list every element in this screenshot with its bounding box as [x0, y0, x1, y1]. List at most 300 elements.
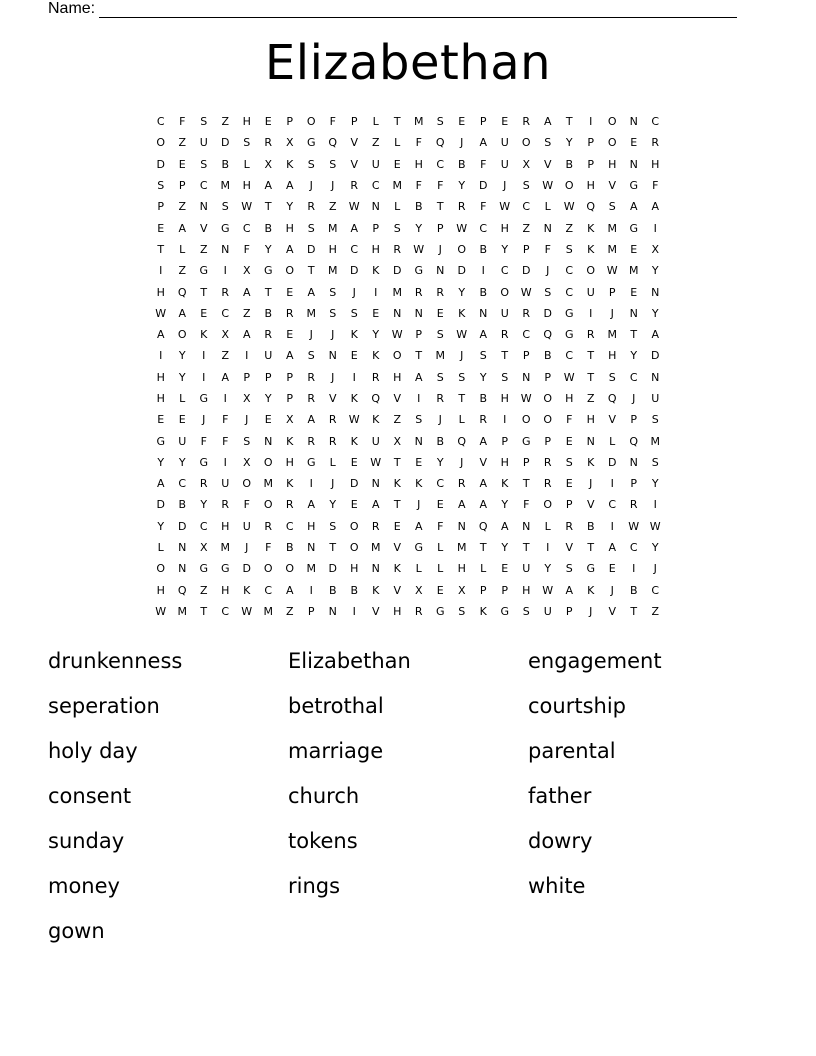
grid-letter[interactable]: O: [392, 349, 402, 363]
grid-letter[interactable]: N: [178, 562, 187, 576]
grid-letter[interactable]: J: [331, 477, 335, 491]
grid-letter[interactable]: N: [522, 519, 531, 533]
grid-letter[interactable]: E: [436, 583, 444, 597]
grid-letter[interactable]: W: [241, 604, 253, 618]
grid-letter[interactable]: Z: [328, 200, 337, 214]
grid-letter[interactable]: N: [371, 562, 380, 576]
grid-letter[interactable]: L: [544, 519, 551, 533]
grid-letter[interactable]: H: [522, 583, 531, 597]
grid-letter[interactable]: P: [587, 136, 595, 150]
grid-letter[interactable]: H: [500, 392, 509, 405]
grid-letter[interactable]: O: [263, 562, 273, 576]
grid-letter[interactable]: S: [544, 285, 552, 299]
grid-letter[interactable]: Z: [522, 221, 531, 235]
grid-letter[interactable]: I: [653, 221, 657, 235]
grid-letter[interactable]: G: [199, 264, 209, 278]
grid-letter[interactable]: P: [286, 370, 294, 384]
grid-letter[interactable]: E: [565, 477, 573, 491]
grid-letter[interactable]: K: [286, 434, 294, 448]
grid-letter[interactable]: K: [372, 264, 380, 278]
grid-letter[interactable]: Q: [457, 434, 467, 448]
grid-letter[interactable]: S: [307, 349, 315, 363]
grid-letter[interactable]: N: [307, 541, 316, 555]
grid-letter[interactable]: E: [264, 115, 272, 129]
grid-letter[interactable]: O: [521, 136, 531, 150]
grid-letter[interactable]: C: [629, 541, 638, 555]
grid-letter[interactable]: E: [630, 136, 638, 150]
grid-letter[interactable]: M: [392, 179, 402, 193]
grid-letter[interactable]: H: [393, 604, 402, 618]
grid-letter[interactable]: E: [393, 157, 401, 171]
grid-letter[interactable]: T: [393, 498, 401, 512]
grid-letter[interactable]: E: [415, 455, 423, 469]
grid-letter[interactable]: A: [414, 519, 423, 533]
grid-letter[interactable]: R: [264, 136, 273, 150]
grid-letter[interactable]: Y: [436, 455, 444, 469]
grid-letter[interactable]: B: [629, 583, 638, 597]
grid-letter[interactable]: P: [522, 349, 530, 363]
grid-letter[interactable]: L: [458, 413, 465, 427]
grid-letter[interactable]: F: [265, 541, 272, 555]
grid-letter[interactable]: N: [543, 221, 552, 235]
grid-letter[interactable]: S: [436, 328, 444, 342]
grid-letter[interactable]: G: [414, 264, 424, 278]
grid-letter[interactable]: F: [652, 179, 659, 193]
grid-letter[interactable]: Z: [393, 413, 402, 427]
grid-letter[interactable]: G: [586, 562, 596, 576]
grid-letter[interactable]: G: [263, 264, 273, 278]
grid-letter[interactable]: W: [520, 392, 532, 405]
grid-letter[interactable]: V: [479, 455, 488, 469]
grid-letter[interactable]: Q: [607, 392, 617, 405]
grid-letter[interactable]: W: [499, 200, 511, 214]
grid-letter[interactable]: R: [479, 413, 488, 427]
grid-letter[interactable]: H: [393, 370, 402, 384]
grid-letter[interactable]: C: [651, 583, 660, 597]
grid-letter[interactable]: O: [349, 519, 359, 533]
grid-letter[interactable]: K: [501, 477, 509, 491]
grid-letter[interactable]: N: [414, 434, 423, 448]
grid-letter[interactable]: L: [394, 136, 401, 150]
grid-letter[interactable]: Y: [264, 242, 272, 256]
grid-letter[interactable]: M: [306, 562, 316, 576]
grid-letter[interactable]: S: [651, 455, 659, 469]
grid-letter[interactable]: P: [565, 498, 573, 512]
grid-letter[interactable]: P: [630, 413, 638, 427]
grid-letter[interactable]: J: [460, 349, 464, 363]
grid-letter[interactable]: Y: [264, 392, 272, 405]
name-field[interactable]: [48, 0, 737, 18]
grid-letter[interactable]: R: [221, 498, 230, 512]
grid-letter[interactable]: H: [221, 519, 230, 533]
grid-letter[interactable]: D: [393, 264, 402, 278]
grid-letter[interactable]: A: [242, 285, 251, 299]
grid-letter[interactable]: S: [307, 157, 315, 171]
grid-letter[interactable]: A: [285, 242, 294, 256]
grid-letter[interactable]: R: [371, 370, 380, 384]
grid-letter[interactable]: R: [264, 328, 273, 342]
grid-letter[interactable]: V: [565, 541, 574, 555]
grid-letter[interactable]: I: [352, 604, 356, 618]
grid-letter[interactable]: B: [479, 285, 488, 299]
grid-letter[interactable]: W: [241, 200, 253, 214]
grid-letter[interactable]: K: [372, 349, 380, 363]
grid-letter[interactable]: P: [372, 221, 380, 235]
grid-letter[interactable]: J: [460, 455, 464, 469]
grid-letter[interactable]: G: [521, 434, 531, 448]
grid-letter[interactable]: A: [414, 370, 423, 384]
grid-letter[interactable]: Z: [565, 221, 574, 235]
grid-letter[interactable]: Y: [651, 541, 659, 555]
grid-letter[interactable]: J: [309, 328, 313, 342]
grid-letter[interactable]: Y: [565, 136, 573, 150]
grid-letter[interactable]: R: [350, 179, 359, 193]
grid-letter[interactable]: S: [329, 157, 337, 171]
grid-letter[interactable]: Y: [157, 519, 165, 533]
grid-letter[interactable]: T: [587, 541, 595, 555]
grid-letter[interactable]: S: [329, 306, 337, 320]
grid-letter[interactable]: T: [200, 604, 208, 618]
grid-letter[interactable]: R: [414, 285, 423, 299]
grid-letter[interactable]: N: [479, 306, 488, 320]
grid-letter[interactable]: R: [307, 434, 316, 448]
grid-letter[interactable]: T: [587, 349, 595, 363]
grid-letter[interactable]: A: [221, 370, 230, 384]
grid-letter[interactable]: H: [221, 583, 230, 597]
grid-letter[interactable]: O: [564, 179, 574, 193]
grid-letter[interactable]: S: [522, 179, 530, 193]
grid-letter[interactable]: Z: [178, 136, 187, 150]
grid-letter[interactable]: H: [350, 562, 359, 576]
grid-letter[interactable]: J: [331, 370, 335, 384]
grid-letter[interactable]: R: [414, 604, 423, 618]
grid-letter[interactable]: S: [329, 519, 337, 533]
grid-letter[interactable]: S: [157, 179, 165, 193]
grid-letter[interactable]: P: [436, 221, 444, 235]
grid-letter[interactable]: E: [264, 413, 272, 427]
grid-letter[interactable]: G: [306, 136, 316, 150]
grid-letter[interactable]: U: [500, 157, 509, 171]
grid-letter[interactable]: Z: [651, 604, 660, 618]
grid-letter[interactable]: H: [500, 455, 509, 469]
grid-letter[interactable]: K: [479, 604, 487, 618]
grid-letter[interactable]: X: [414, 583, 423, 597]
grid-letter[interactable]: P: [415, 328, 423, 342]
grid-letter[interactable]: G: [564, 306, 574, 320]
grid-letter[interactable]: P: [544, 434, 552, 448]
grid-letter[interactable]: C: [264, 583, 273, 597]
grid-letter[interactable]: Y: [178, 349, 186, 363]
grid-letter[interactable]: V: [393, 392, 402, 405]
grid-letter[interactable]: T: [522, 541, 530, 555]
grid-letter[interactable]: D: [156, 498, 165, 512]
grid-letter[interactable]: N: [457, 519, 466, 533]
grid-letter[interactable]: W: [520, 285, 532, 299]
grid-letter[interactable]: A: [479, 434, 488, 448]
grid-letter[interactable]: L: [372, 115, 379, 129]
grid-letter[interactable]: O: [285, 562, 295, 576]
grid-letter[interactable]: H: [586, 413, 595, 427]
grid-letter[interactable]: H: [156, 285, 165, 299]
grid-letter[interactable]: H: [651, 157, 660, 171]
grid-letter[interactable]: U: [543, 604, 552, 618]
grid-letter[interactable]: S: [200, 157, 208, 171]
grid-letter[interactable]: F: [222, 434, 229, 448]
grid-letter[interactable]: I: [309, 583, 313, 597]
grid-letter[interactable]: A: [651, 200, 660, 214]
grid-letter[interactable]: O: [306, 115, 316, 129]
grid-letter[interactable]: I: [653, 498, 657, 512]
grid-letter[interactable]: E: [565, 434, 573, 448]
grid-letter[interactable]: Y: [372, 328, 380, 342]
grid-letter[interactable]: X: [199, 541, 208, 555]
grid-letter[interactable]: A: [307, 285, 316, 299]
grid-letter[interactable]: R: [264, 519, 273, 533]
grid-letter[interactable]: Y: [651, 477, 659, 491]
grid-letter[interactable]: C: [199, 179, 208, 193]
grid-letter[interactable]: U: [221, 477, 230, 491]
grid-letter[interactable]: C: [221, 604, 230, 618]
grid-letter[interactable]: R: [436, 285, 445, 299]
grid-letter[interactable]: Q: [328, 136, 338, 150]
grid-letter[interactable]: E: [458, 115, 466, 129]
grid-letter[interactable]: J: [610, 583, 614, 597]
grid-letter[interactable]: T: [479, 541, 487, 555]
grid-letter[interactable]: Z: [199, 583, 208, 597]
grid-letter[interactable]: G: [500, 604, 510, 618]
grid-letter[interactable]: Q: [177, 583, 187, 597]
grid-letter[interactable]: N: [199, 200, 208, 214]
grid-letter[interactable]: I: [202, 349, 206, 363]
grid-letter[interactable]: R: [328, 413, 337, 427]
grid-letter[interactable]: R: [543, 477, 552, 491]
grid-letter[interactable]: K: [350, 328, 358, 342]
grid-letter[interactable]: I: [546, 541, 550, 555]
grid-letter[interactable]: Y: [286, 200, 294, 214]
grid-letter[interactable]: D: [307, 242, 316, 256]
grid-letter[interactable]: K: [587, 221, 595, 235]
grid-letter[interactable]: U: [264, 349, 273, 363]
grid-letter[interactable]: W: [348, 413, 360, 427]
grid-letter[interactable]: K: [587, 583, 595, 597]
grid-letter[interactable]: M: [607, 328, 617, 342]
grid-letter[interactable]: S: [243, 434, 251, 448]
grid-letter[interactable]: E: [436, 498, 444, 512]
grid-letter[interactable]: E: [630, 285, 638, 299]
grid-letter[interactable]: P: [522, 455, 530, 469]
grid-letter[interactable]: S: [608, 200, 616, 214]
grid-letter[interactable]: N: [371, 477, 380, 491]
grid-letter[interactable]: W: [628, 519, 640, 533]
grid-letter[interactable]: B: [565, 157, 574, 171]
grid-letter[interactable]: M: [392, 285, 402, 299]
grid-letter[interactable]: X: [264, 157, 273, 171]
grid-letter[interactable]: J: [460, 136, 464, 150]
grid-letter[interactable]: A: [479, 498, 488, 512]
grid-letter[interactable]: G: [564, 328, 574, 342]
grid-letter[interactable]: F: [544, 242, 551, 256]
grid-letter[interactable]: Q: [478, 519, 488, 533]
grid-letter[interactable]: T: [565, 115, 573, 129]
grid-letter[interactable]: B: [479, 392, 488, 405]
grid-letter[interactable]: I: [417, 392, 421, 405]
grid-letter[interactable]: J: [352, 285, 356, 299]
grid-letter[interactable]: E: [157, 413, 165, 427]
grid-letter[interactable]: V: [586, 498, 595, 512]
grid-letter[interactable]: N: [436, 264, 445, 278]
grid-letter[interactable]: U: [242, 519, 251, 533]
grid-letter[interactable]: P: [544, 370, 552, 384]
grid-letter[interactable]: G: [306, 455, 316, 469]
grid-letter[interactable]: H: [242, 115, 251, 129]
grid-letter[interactable]: R: [522, 306, 531, 320]
grid-letter[interactable]: Q: [586, 200, 596, 214]
grid-letter[interactable]: Y: [458, 179, 466, 193]
grid-letter[interactable]: S: [522, 604, 530, 618]
grid-letter[interactable]: B: [264, 306, 273, 320]
grid-letter[interactable]: G: [156, 434, 166, 448]
grid-letter[interactable]: A: [457, 498, 466, 512]
grid-letter[interactable]: A: [285, 349, 294, 363]
grid-letter[interactable]: A: [156, 328, 165, 342]
grid-letter[interactable]: J: [589, 604, 593, 618]
grid-letter[interactable]: B: [543, 349, 552, 363]
grid-letter[interactable]: P: [608, 285, 616, 299]
grid-letter[interactable]: C: [371, 179, 380, 193]
grid-letter[interactable]: A: [479, 136, 488, 150]
grid-letter[interactable]: O: [263, 455, 273, 469]
grid-letter[interactable]: W: [542, 583, 554, 597]
grid-letter[interactable]: A: [242, 328, 251, 342]
grid-letter[interactable]: X: [242, 392, 251, 405]
grid-letter[interactable]: T: [264, 285, 272, 299]
grid-letter[interactable]: N: [328, 604, 337, 618]
grid-letter[interactable]: I: [503, 413, 507, 427]
grid-letter[interactable]: J: [438, 242, 442, 256]
grid-letter[interactable]: A: [629, 200, 638, 214]
grid-letter[interactable]: U: [651, 392, 660, 405]
grid-letter[interactable]: X: [285, 413, 294, 427]
grid-letter[interactable]: B: [457, 157, 466, 171]
grid-letter[interactable]: C: [565, 264, 574, 278]
grid-letter[interactable]: P: [350, 115, 358, 129]
grid-letter[interactable]: E: [286, 285, 294, 299]
grid-letter[interactable]: V: [393, 541, 402, 555]
grid-letter[interactable]: K: [372, 413, 380, 427]
grid-letter[interactable]: B: [285, 541, 294, 555]
grid-letter[interactable]: H: [285, 221, 294, 235]
grid-letter[interactable]: J: [331, 179, 335, 193]
grid-letter[interactable]: H: [565, 392, 574, 405]
grid-letter[interactable]: A: [608, 541, 617, 555]
grid-letter[interactable]: R: [307, 200, 316, 214]
grid-letter[interactable]: W: [413, 242, 425, 256]
grid-letter[interactable]: Y: [501, 541, 509, 555]
grid-letter[interactable]: Y: [651, 264, 659, 278]
grid-letter[interactable]: A: [264, 179, 273, 193]
grid-letter[interactable]: A: [285, 583, 294, 597]
grid-letter[interactable]: R: [629, 498, 638, 512]
grid-letter[interactable]: I: [245, 349, 249, 363]
grid-letter[interactable]: U: [500, 306, 509, 320]
grid-letter[interactable]: Z: [371, 136, 380, 150]
grid-letter[interactable]: S: [436, 115, 444, 129]
grid-letter[interactable]: E: [350, 349, 358, 363]
grid-letter[interactable]: N: [651, 370, 660, 384]
grid-letter[interactable]: F: [415, 179, 422, 193]
grid-letter[interactable]: X: [393, 434, 402, 448]
grid-letter[interactable]: N: [522, 370, 531, 384]
grid-letter[interactable]: Q: [177, 285, 187, 299]
grid-letter[interactable]: F: [437, 519, 444, 533]
grid-letter[interactable]: C: [199, 519, 208, 533]
grid-letter[interactable]: W: [370, 455, 382, 469]
grid-letter[interactable]: M: [650, 434, 660, 448]
grid-letter[interactable]: N: [393, 306, 402, 320]
grid-letter[interactable]: B: [221, 157, 230, 171]
grid-letter[interactable]: B: [479, 242, 488, 256]
grid-letter[interactable]: M: [220, 541, 230, 555]
grid-letter[interactable]: C: [221, 306, 230, 320]
grid-letter[interactable]: A: [479, 477, 488, 491]
grid-letter[interactable]: U: [371, 434, 380, 448]
grid-letter[interactable]: Z: [242, 306, 251, 320]
grid-letter[interactable]: I: [481, 264, 485, 278]
grid-letter[interactable]: F: [243, 498, 250, 512]
grid-letter[interactable]: O: [543, 392, 553, 405]
grid-letter[interactable]: C: [242, 221, 251, 235]
grid-letter[interactable]: O: [521, 413, 531, 427]
grid-letter[interactable]: T: [307, 264, 315, 278]
grid-letter[interactable]: G: [629, 221, 639, 235]
grid-letter[interactable]: W: [456, 221, 468, 235]
grid-letter[interactable]: N: [221, 242, 230, 256]
grid-letter[interactable]: J: [653, 562, 657, 576]
grid-letter[interactable]: F: [222, 413, 229, 427]
grid-letter[interactable]: H: [414, 157, 423, 171]
grid-letter[interactable]: T: [264, 200, 272, 214]
grid-letter[interactable]: O: [349, 541, 359, 555]
grid-letter[interactable]: H: [608, 157, 617, 171]
grid-letter[interactable]: H: [500, 221, 509, 235]
grid-letter[interactable]: N: [264, 434, 273, 448]
grid-letter[interactable]: F: [480, 200, 487, 214]
grid-letter[interactable]: R: [651, 136, 660, 150]
grid-letter[interactable]: S: [329, 285, 337, 299]
grid-letter[interactable]: R: [371, 519, 380, 533]
grid-letter[interactable]: E: [608, 562, 616, 576]
grid-letter[interactable]: J: [245, 413, 249, 427]
grid-letter[interactable]: P: [243, 370, 251, 384]
grid-letter[interactable]: A: [651, 328, 660, 342]
grid-letter[interactable]: O: [500, 285, 510, 299]
grid-letter[interactable]: S: [221, 200, 229, 214]
grid-letter[interactable]: O: [285, 264, 295, 278]
grid-letter[interactable]: H: [586, 179, 595, 193]
grid-letter[interactable]: T: [415, 349, 423, 363]
grid-letter[interactable]: A: [156, 477, 165, 491]
grid-letter[interactable]: R: [285, 498, 294, 512]
grid-letter[interactable]: E: [372, 306, 380, 320]
grid-letter[interactable]: A: [500, 519, 509, 533]
grid-letter[interactable]: Y: [157, 455, 165, 469]
grid-letter[interactable]: O: [586, 264, 596, 278]
grid-letter[interactable]: B: [264, 221, 273, 235]
grid-letter[interactable]: N: [586, 434, 595, 448]
grid-letter[interactable]: W: [391, 328, 403, 342]
grid-letter[interactable]: V: [371, 604, 380, 618]
grid-letter[interactable]: S: [565, 562, 573, 576]
